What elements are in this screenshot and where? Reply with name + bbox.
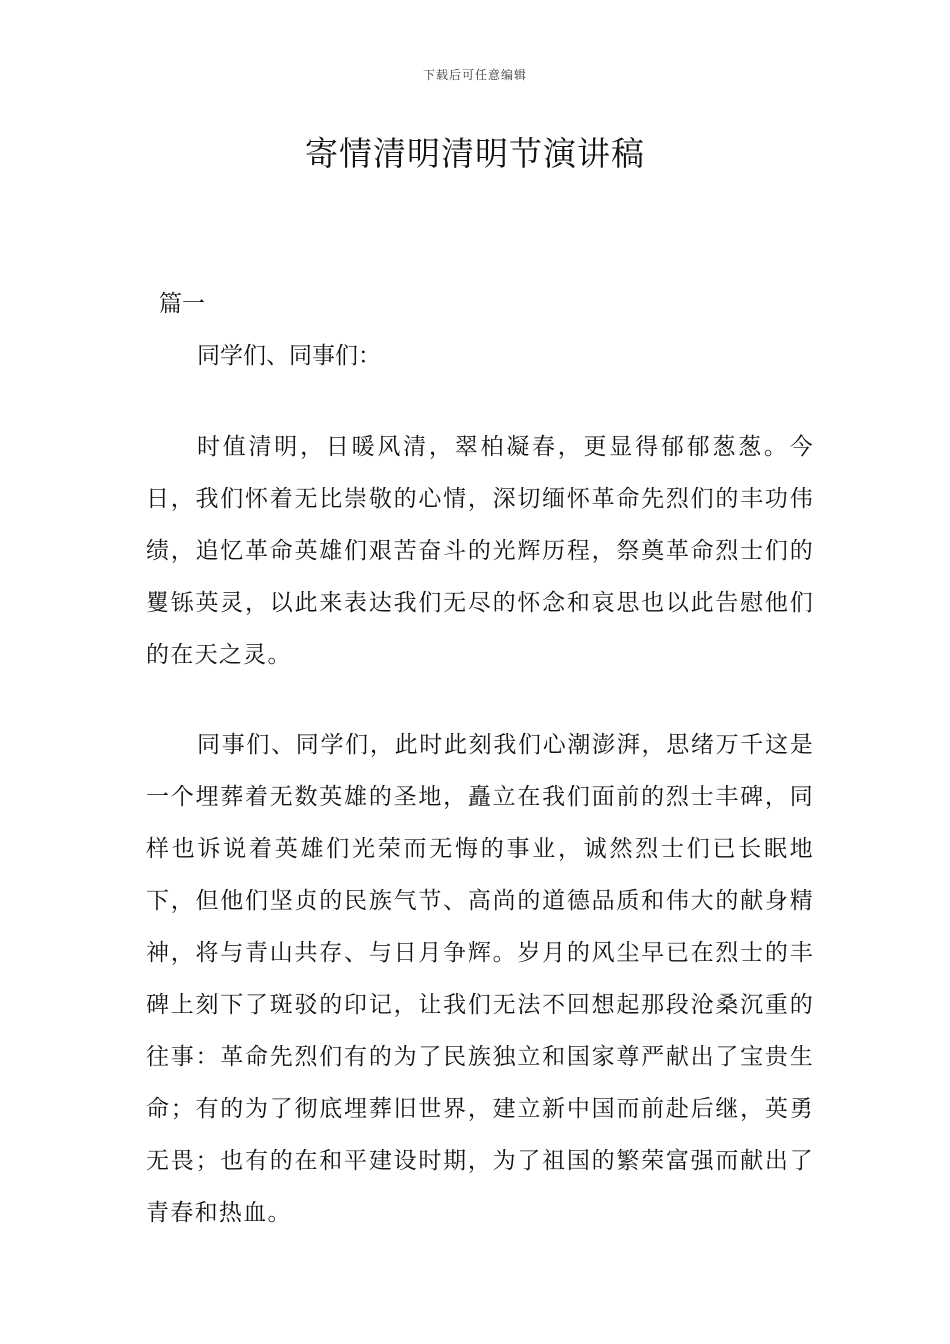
- salutation: 同学们、同事们：: [197, 343, 381, 369]
- page-header-note: 下载后可任意编辑: [422, 68, 527, 82]
- section-label: 篇一: [159, 291, 205, 317]
- paragraph-2: 同事们、同学们，此时此刻我们心潮澎湃，思绪万千这是一个埋葬着无数英雄的圣地，矗立在我们面前的烈士丰碑，同样也诉说着英雄们光荣而无悔的事业，诚然烈士们已长眠地下，但他们坚贞的民族气节、高尚的道德品质和伟大的献身精神，将与青山共存、与日月争辉。岁月的风尘早已在烈士的丰碑上刻下了斑驳的印记，让我们无法不回想起那段沧桑沉重的往事：革命先烈们有的为了民族独立和国家尊严献出了宝贵生命；有的为了彻底埋葬旧世界，建立新中国而前赴后继，英勇无畏；也有的在和平建设时期，为了祖国的繁荣富强而献出了青春和热血。: [146, 732, 814, 1226]
- document-title: 寄情清明清明节演讲稿: [305, 134, 645, 173]
- paragraph-1: 时值清明，日暖风清，翠柏凝春，更显得郁郁葱葱。今日，我们怀着无比崇敬的心情，深切缅怀革命先烈们的丰功伟绩，追忆革命英雄们艰苦奋斗的光辉历程，祭奠革命烈士们的矍铄英灵，以此来表达我们无尽的怀念和哀思也以此告慰他们的在天之灵。: [146, 434, 814, 668]
